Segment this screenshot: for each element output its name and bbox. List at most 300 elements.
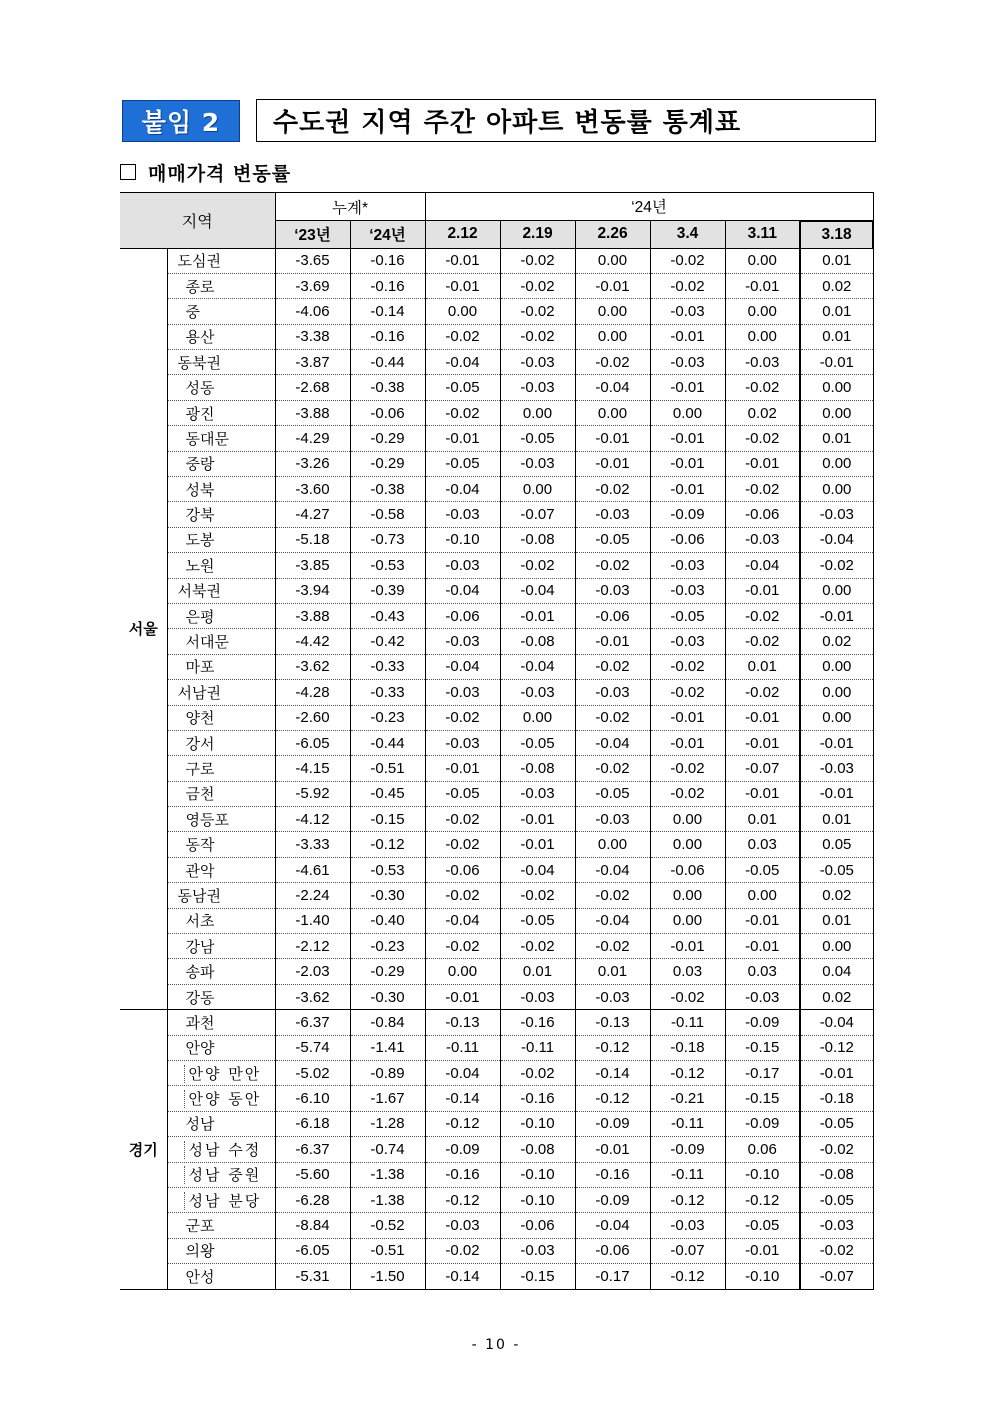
value-cell: 0.00 [800,375,873,400]
table-row [120,654,873,679]
value-cell: -0.58 [350,502,425,527]
value-cell: -0.07 [500,502,575,527]
value-cell: -0.02 [575,934,650,959]
value-cell: 0.02 [800,273,873,298]
value-cell: -0.14 [425,1264,500,1289]
table-row [120,578,873,603]
district-name: 중 [167,299,275,324]
value-cell: -0.12 [575,1035,650,1060]
value-cell: -0.01 [800,1061,873,1086]
value-cell: 0.00 [500,705,575,730]
value-cell: -4.29 [275,426,350,451]
value-cell: 0.01 [575,959,650,984]
value-cell: -0.33 [350,680,425,705]
table-row [120,832,873,857]
district-name: 안성 [167,1264,275,1289]
value-cell: -0.10 [725,1162,800,1187]
value-cell: 0.00 [575,400,650,425]
value-cell: 0.00 [800,934,873,959]
value-cell: -0.03 [500,984,575,1009]
table-row [120,426,873,451]
value-cell: -0.45 [350,781,425,806]
value-cell: -6.05 [275,730,350,755]
value-cell: -3.62 [275,654,350,679]
value-cell: 0.02 [725,400,800,425]
value-cell: -0.01 [800,603,873,628]
value-cell: -1.40 [275,908,350,933]
district-name: 도심권 [167,248,275,273]
table-row [120,1061,873,1086]
value-cell: -6.28 [275,1187,350,1212]
value-cell: -0.12 [650,1187,725,1212]
district-name: 강동 [167,984,275,1009]
value-cell: -0.13 [425,1010,500,1035]
value-cell: -5.60 [275,1162,350,1187]
table-row [120,502,873,527]
value-cell: -0.73 [350,527,425,552]
table-row [120,1213,873,1238]
value-cell: -0.02 [725,375,800,400]
value-cell: -0.05 [800,1111,873,1136]
value-cell: -0.30 [350,984,425,1009]
value-cell: -0.04 [425,908,500,933]
district-name: 영등포 [167,807,275,832]
value-cell: -0.02 [500,273,575,298]
value-cell: -0.52 [350,1213,425,1238]
value-cell: -0.01 [425,984,500,1009]
value-cell: -0.01 [650,477,725,502]
page-number: - 10 - [471,1337,521,1353]
value-cell: 0.00 [725,299,800,324]
checkbox-icon [120,164,136,180]
value-cell: -0.09 [425,1137,500,1162]
district-name: 군포 [167,1213,275,1238]
table-row [120,908,873,933]
value-cell: -3.88 [275,400,350,425]
value-cell: -4.61 [275,857,350,882]
value-cell: -0.01 [800,781,873,806]
value-cell: -0.01 [800,350,873,375]
value-cell: -0.06 [425,857,500,882]
value-cell: -0.10 [425,527,500,552]
value-cell: -3.38 [275,324,350,349]
value-cell: -0.05 [500,426,575,451]
value-cell: 0.00 [650,832,725,857]
value-cell: -3.60 [275,477,350,502]
value-cell: -3.69 [275,273,350,298]
value-cell: -0.02 [500,324,575,349]
value-cell: -0.05 [575,527,650,552]
value-cell: -6.10 [275,1086,350,1111]
value-cell: -0.03 [425,680,500,705]
district-name: 성남 [167,1111,275,1136]
value-cell: -0.84 [350,1010,425,1035]
value-cell: -0.30 [350,883,425,908]
value-cell: -0.01 [425,248,500,273]
annex-badge [122,100,240,142]
value-cell: -0.02 [500,934,575,959]
value-cell: -3.62 [275,984,350,1009]
value-cell: -0.08 [500,1137,575,1162]
value-cell: -0.02 [650,680,725,705]
value-cell: -0.03 [650,629,725,654]
district-name: 안양 [167,1035,275,1060]
value-cell: -0.03 [575,680,650,705]
value-cell: -0.05 [425,781,500,806]
table-row [120,756,873,781]
value-cell: -0.02 [425,807,500,832]
value-cell: -0.03 [425,502,500,527]
value-cell: 0.00 [650,400,725,425]
table-row [120,375,873,400]
value-cell: -0.01 [650,324,725,349]
value-cell: -2.68 [275,375,350,400]
value-cell: -0.01 [725,934,800,959]
value-cell: -0.13 [575,1010,650,1035]
value-cell: -0.04 [500,578,575,603]
value-cell: -0.16 [425,1162,500,1187]
subheader-4: 2.26 [575,221,650,249]
value-cell: -2.03 [275,959,350,984]
value-cell: 0.05 [800,832,873,857]
value-cell: -6.37 [275,1137,350,1162]
value-cell: -4.27 [275,502,350,527]
value-cell: -0.01 [425,426,500,451]
value-cell: -0.03 [425,730,500,755]
value-cell: -0.01 [650,705,725,730]
district-name: 송파 [167,959,275,984]
value-cell: -3.87 [275,350,350,375]
value-cell: -0.03 [650,1213,725,1238]
value-cell: 0.00 [500,400,575,425]
value-cell: -2.60 [275,705,350,730]
table-row [120,959,873,984]
value-cell: -0.02 [650,273,725,298]
value-cell: -0.08 [500,527,575,552]
value-cell: -0.03 [650,299,725,324]
value-cell: -0.03 [500,350,575,375]
value-cell: -0.08 [500,756,575,781]
value-cell: -0.10 [500,1187,575,1212]
value-cell: -0.01 [725,908,800,933]
value-cell: -0.14 [425,1086,500,1111]
table-row [120,603,873,628]
value-cell: -0.29 [350,959,425,984]
value-cell: 0.02 [800,629,873,654]
value-cell: -0.01 [575,1137,650,1162]
district-name: 서북권 [167,578,275,603]
value-cell: 0.00 [575,832,650,857]
value-cell: -0.06 [425,603,500,628]
header-region: 지역 [120,193,275,249]
value-cell: -0.03 [500,375,575,400]
value-cell: 0.01 [800,248,873,273]
value-cell: -0.16 [350,273,425,298]
value-cell: -0.03 [575,984,650,1009]
table-row [120,883,873,908]
value-cell: -0.03 [500,451,575,476]
value-cell: 0.00 [725,248,800,273]
value-cell: -0.04 [800,1010,873,1035]
value-cell: -0.09 [650,502,725,527]
value-cell: -0.06 [500,1213,575,1238]
value-cell: -0.01 [725,273,800,298]
value-cell: -0.07 [800,1264,873,1289]
value-cell: -0.02 [575,883,650,908]
value-cell: -4.12 [275,807,350,832]
district-name: 마포 [167,654,275,679]
district-name: 양천 [167,705,275,730]
district-name-text: 안양 만안 [184,1065,262,1083]
value-cell: -0.14 [575,1061,650,1086]
value-cell: 0.00 [800,680,873,705]
value-cell: -0.29 [350,451,425,476]
value-cell: 0.01 [500,959,575,984]
value-cell: -0.01 [650,375,725,400]
value-cell: -0.01 [575,451,650,476]
value-cell: 0.00 [800,477,873,502]
section-heading [120,158,291,186]
value-cell: -0.02 [725,680,800,705]
table-row [120,248,873,273]
value-cell: -0.02 [575,477,650,502]
value-cell: -0.03 [575,807,650,832]
value-cell: -0.02 [725,603,800,628]
value-cell: -8.84 [275,1213,350,1238]
value-cell: -0.05 [500,908,575,933]
value-cell: -0.11 [650,1111,725,1136]
value-cell: -3.65 [275,248,350,273]
value-cell: -0.01 [425,273,500,298]
value-cell: -0.11 [500,1035,575,1060]
document-title-box [256,99,876,142]
value-cell: 0.00 [800,400,873,425]
value-cell: -0.05 [650,603,725,628]
value-cell: 0.00 [575,324,650,349]
value-cell: -0.03 [650,578,725,603]
value-cell: 0.01 [800,324,873,349]
district-name: 성북 [167,477,275,502]
value-cell: -0.02 [575,756,650,781]
value-cell: -0.05 [575,781,650,806]
table-row [120,984,873,1009]
table-row [120,477,873,502]
value-cell: -0.16 [350,248,425,273]
value-cell: -0.12 [575,1086,650,1111]
value-cell: -0.10 [500,1162,575,1187]
value-cell: -2.24 [275,883,350,908]
value-cell: 0.00 [500,477,575,502]
value-cell: 0.00 [575,299,650,324]
value-cell: -0.03 [800,756,873,781]
value-cell: 0.01 [800,908,873,933]
value-cell: -0.01 [575,629,650,654]
annex-label: 붙임 2 [141,108,221,137]
value-cell: 0.01 [800,426,873,451]
value-cell: -0.23 [350,705,425,730]
district-name: 의왕 [167,1238,275,1263]
value-cell: -0.03 [650,350,725,375]
table-row [120,1086,873,1111]
district-name: 과천 [167,1010,275,1035]
value-cell: -0.04 [425,350,500,375]
district-name: 노원 [167,553,275,578]
table-row [120,807,873,832]
value-cell: -0.02 [725,629,800,654]
value-cell: -0.12 [425,1187,500,1212]
district-name-text: 성남 분당 [184,1192,262,1210]
table-row [120,273,873,298]
document-title: 수도권 지역 주간 아파트 변동률 통계표 [273,108,742,138]
value-cell: -0.11 [650,1010,725,1035]
value-cell: -0.02 [500,553,575,578]
table-row [120,629,873,654]
value-cell: -0.04 [575,908,650,933]
value-cell: -0.14 [350,299,425,324]
value-cell: -0.05 [500,730,575,755]
value-cell: -0.09 [725,1010,800,1035]
value-cell: 0.01 [725,807,800,832]
value-cell: -0.39 [350,578,425,603]
subheader-6: 3.11 [725,221,800,249]
subheader-5: 3.4 [650,221,725,249]
table-row [120,553,873,578]
district-name: 용산 [167,324,275,349]
district-name: 강서 [167,730,275,755]
value-cell: -0.40 [350,908,425,933]
value-cell: -0.38 [350,477,425,502]
value-cell: -0.03 [575,502,650,527]
value-cell: -0.06 [575,1238,650,1263]
value-cell: -0.10 [500,1111,575,1136]
value-cell: -0.02 [575,350,650,375]
value-cell: -4.42 [275,629,350,654]
value-cell: -0.02 [500,248,575,273]
value-cell: -0.06 [725,502,800,527]
value-cell: -4.06 [275,299,350,324]
value-cell: 0.00 [575,248,650,273]
value-cell: 0.00 [800,705,873,730]
value-cell: -0.02 [650,654,725,679]
value-cell: -0.09 [575,1187,650,1212]
value-cell: -1.38 [350,1187,425,1212]
value-cell: -0.44 [350,730,425,755]
value-cell: -0.04 [425,1061,500,1086]
value-cell: -0.03 [500,781,575,806]
value-cell: -0.33 [350,654,425,679]
value-cell: -0.18 [650,1035,725,1060]
value-cell: -0.02 [425,1238,500,1263]
table-row [120,705,873,730]
value-cell: -0.03 [425,629,500,654]
value-cell: -0.03 [425,553,500,578]
value-cell: -0.04 [425,477,500,502]
district-name: 금천 [167,781,275,806]
table-row [120,934,873,959]
table-row [120,324,873,349]
value-cell: -0.23 [350,934,425,959]
value-cell: -0.42 [350,629,425,654]
value-cell: 0.02 [800,883,873,908]
value-cell: -2.12 [275,934,350,959]
value-cell: -1.67 [350,1086,425,1111]
district-name: 구로 [167,756,275,781]
value-cell: 0.03 [725,959,800,984]
value-cell: 0.00 [725,324,800,349]
subheader-3: 2.19 [500,221,575,249]
table-row [120,1035,873,1060]
value-cell: -0.12 [725,1187,800,1212]
table-row [120,781,873,806]
value-cell: -1.38 [350,1162,425,1187]
district-name: 은평 [167,603,275,628]
region-label: 서울 [120,248,167,1010]
value-cell: -0.06 [575,603,650,628]
value-cell: -0.01 [575,426,650,451]
value-cell: -0.01 [725,578,800,603]
value-cell: -0.01 [725,1238,800,1263]
district-name [167,1187,275,1212]
value-cell: -0.16 [350,324,425,349]
value-cell: -0.02 [500,883,575,908]
value-cell: -0.01 [800,730,873,755]
value-cell: -0.12 [650,1264,725,1289]
value-cell: -0.06 [650,857,725,882]
value-cell: 0.00 [800,578,873,603]
value-cell: -3.33 [275,832,350,857]
table-row [120,400,873,425]
table-row [120,451,873,476]
district-name: 동작 [167,832,275,857]
value-cell: -0.05 [800,1187,873,1212]
table-row [120,857,873,882]
district-name: 성동 [167,375,275,400]
value-cell: -0.01 [725,451,800,476]
value-cell: -0.04 [575,857,650,882]
value-cell: -0.06 [350,400,425,425]
value-cell: -0.04 [425,654,500,679]
table-row [120,350,873,375]
value-cell: -0.08 [800,1162,873,1187]
value-cell: -0.04 [575,375,650,400]
district-name-text: 성남 중원 [184,1166,262,1184]
value-cell: -0.02 [425,883,500,908]
value-cell: -0.51 [350,756,425,781]
value-cell: -0.04 [575,730,650,755]
district-name: 관악 [167,857,275,882]
value-cell: -5.18 [275,527,350,552]
value-cell: -0.02 [725,477,800,502]
value-cell: 0.00 [650,908,725,933]
value-cell: -0.07 [650,1238,725,1263]
value-cell: -3.88 [275,603,350,628]
value-cell: -0.17 [725,1061,800,1086]
price-change-table [120,192,874,1290]
value-cell: -0.02 [425,324,500,349]
subheader-1: ‘24년 [350,221,425,249]
value-cell: -0.10 [725,1264,800,1289]
value-cell: -0.09 [575,1111,650,1136]
value-cell: -0.03 [725,984,800,1009]
value-cell: -0.03 [500,1238,575,1263]
value-cell: -0.01 [425,756,500,781]
table-row [120,1162,873,1187]
value-cell: 0.00 [725,883,800,908]
subheader-2: 2.12 [425,221,500,249]
value-cell: 0.03 [650,959,725,984]
header-cumulative: 누계* [275,193,425,221]
value-cell: -0.04 [500,857,575,882]
